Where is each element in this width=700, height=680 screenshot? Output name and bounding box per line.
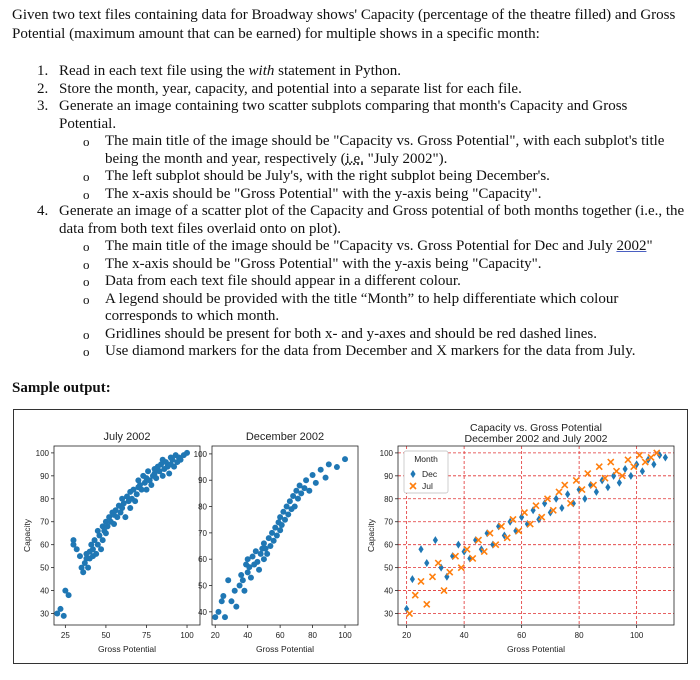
y-tick-label: 40 bbox=[384, 586, 393, 596]
data-point bbox=[245, 569, 251, 575]
data-point bbox=[220, 593, 226, 599]
subitem: o Data from each text file should appear in a different colour. bbox=[83, 273, 461, 289]
data-point bbox=[148, 482, 154, 488]
x-tick-label: 100 bbox=[338, 631, 352, 640]
subitem: o The main title of the image should be "Capacity vs. Gross Potential for Dec and July 2002" bbox=[83, 238, 653, 254]
data-point bbox=[145, 468, 151, 474]
task-text: Read in each text file using the bbox=[59, 63, 249, 79]
task-number: 3. bbox=[37, 98, 49, 114]
chart-title: July 2002 bbox=[103, 431, 151, 443]
chart-title: December 2002 bbox=[245, 431, 325, 443]
x-tick-label: 50 bbox=[101, 631, 111, 640]
chart-panel-1 bbox=[22, 431, 200, 654]
chart-panel-3 bbox=[366, 422, 674, 654]
data-point bbox=[573, 477, 579, 483]
y-tick-label: 60 bbox=[198, 555, 207, 565]
legend-title: Month bbox=[414, 454, 438, 464]
data-point bbox=[74, 546, 80, 552]
data-point bbox=[285, 511, 291, 517]
task-number: 4. bbox=[37, 203, 49, 219]
task-text: statement in Python. bbox=[274, 63, 402, 79]
data-point bbox=[215, 609, 221, 615]
data-point bbox=[228, 598, 234, 604]
subitem: o Gridlines should be present for both x- and y-axes and should be red dashed lines. bbox=[83, 325, 597, 342]
data-point bbox=[562, 482, 568, 488]
data-point bbox=[143, 487, 149, 493]
axes-frame bbox=[54, 446, 200, 625]
data-point bbox=[80, 569, 86, 575]
task-4 bbox=[37, 203, 687, 361]
y-tick-label: 100 bbox=[193, 449, 207, 459]
bullet-icon: o bbox=[83, 274, 90, 289]
task-4-subitems bbox=[59, 238, 687, 361]
bullet-icon: o bbox=[83, 134, 90, 149]
chart-legend bbox=[404, 451, 448, 493]
data-point bbox=[93, 551, 99, 557]
data-point bbox=[222, 614, 228, 620]
x-tick-label: 80 bbox=[574, 631, 584, 640]
y-axis-label: Capacity bbox=[366, 518, 376, 553]
data-point bbox=[407, 611, 413, 617]
y-tick-label: 80 bbox=[198, 502, 207, 512]
data-point bbox=[447, 569, 453, 575]
x-axis-label: Gross Potential bbox=[506, 644, 566, 654]
data-point bbox=[582, 495, 587, 503]
data-point bbox=[295, 496, 301, 502]
task-list bbox=[37, 63, 687, 361]
x-tick-label: 75 bbox=[142, 631, 151, 640]
data-point bbox=[219, 598, 225, 604]
data-point bbox=[640, 467, 645, 475]
data-point bbox=[264, 551, 270, 557]
data-point bbox=[98, 546, 104, 552]
data-point bbox=[292, 504, 298, 510]
chart-panel-2 bbox=[194, 431, 358, 654]
data-point bbox=[70, 537, 76, 543]
x-tick-label: 60 bbox=[517, 631, 527, 640]
data-point bbox=[342, 456, 348, 462]
ie-abbrev: i.e. bbox=[345, 150, 364, 167]
data-point bbox=[663, 453, 668, 461]
y-tick-label: 50 bbox=[198, 581, 207, 591]
legend-label: Dec bbox=[422, 469, 438, 479]
y-tick-label: 40 bbox=[198, 607, 207, 617]
data-point bbox=[232, 588, 238, 594]
data-point bbox=[559, 504, 564, 512]
y-tick-label: 60 bbox=[384, 540, 393, 550]
data-point bbox=[122, 514, 128, 520]
task-1 bbox=[37, 63, 687, 81]
bullet-icon: o bbox=[83, 239, 90, 254]
legend-label: Jul bbox=[422, 481, 433, 491]
data-point bbox=[274, 533, 280, 539]
scatter-figure bbox=[14, 410, 687, 663]
data-point bbox=[282, 517, 288, 523]
data-point bbox=[85, 565, 91, 571]
task-2 bbox=[37, 81, 687, 99]
data-point bbox=[61, 613, 67, 619]
data-point bbox=[441, 588, 447, 594]
data-point bbox=[326, 461, 332, 467]
subitem: o The x-axis should be "Gross Potential" with the y-axis being "Capacity". bbox=[83, 185, 542, 202]
data-point bbox=[318, 467, 324, 473]
bullet-icon: o bbox=[83, 169, 90, 184]
data-point bbox=[240, 577, 246, 583]
data-point bbox=[313, 480, 319, 486]
y-tick-label: 30 bbox=[384, 609, 393, 619]
data-point bbox=[306, 488, 312, 494]
data-point bbox=[614, 468, 620, 474]
data-point bbox=[225, 577, 231, 583]
y-tick-label: 90 bbox=[384, 471, 393, 481]
y-tick-label: 40 bbox=[40, 586, 49, 596]
data-point bbox=[298, 490, 304, 496]
data-point bbox=[57, 606, 63, 612]
y-axis-label: Capacity bbox=[22, 518, 32, 553]
task-text: Store the month, year, capacity, and potential into a separate list for each file. bbox=[59, 80, 522, 97]
x-axis-label: Gross Potential bbox=[97, 644, 157, 654]
subitem: o The x-axis should be "Gross Potential" with the y-axis being "Capacity". bbox=[83, 255, 542, 272]
data-point bbox=[334, 464, 340, 470]
data-point bbox=[166, 471, 172, 477]
y-tick-label: 50 bbox=[384, 563, 393, 573]
with-keyword: with bbox=[248, 63, 275, 79]
y-tick-label: 100 bbox=[35, 448, 49, 458]
data-point bbox=[456, 541, 461, 549]
data-point bbox=[418, 578, 424, 584]
y-tick-label: 50 bbox=[40, 563, 49, 573]
data-point bbox=[323, 475, 329, 481]
y-tick-label: 30 bbox=[40, 609, 49, 619]
data-point bbox=[77, 553, 83, 559]
data-point bbox=[66, 592, 72, 598]
chart-title: Capacity vs. Gross Potential bbox=[470, 422, 602, 434]
chart-subtitle: December 2002 and July 2002 bbox=[464, 433, 608, 445]
data-point bbox=[103, 530, 109, 536]
data-point bbox=[628, 472, 633, 480]
data-point bbox=[430, 574, 436, 580]
task-number: 2. bbox=[37, 80, 49, 97]
axes-frame bbox=[212, 446, 358, 625]
y-tick-label: 90 bbox=[198, 476, 207, 486]
task-3-subitems bbox=[59, 133, 687, 203]
data-point bbox=[596, 464, 602, 470]
data-point bbox=[271, 538, 277, 544]
data-point bbox=[617, 479, 622, 487]
data-point bbox=[554, 495, 559, 503]
data-point bbox=[238, 572, 244, 578]
data-point bbox=[261, 540, 267, 546]
year-2002: 2002 bbox=[616, 238, 647, 254]
y-tick-label: 70 bbox=[40, 517, 49, 527]
data-point bbox=[277, 527, 283, 533]
sample-output-figure bbox=[13, 409, 688, 664]
data-point bbox=[585, 471, 591, 477]
data-point bbox=[418, 545, 423, 553]
subitem: o The main title of the image should be "Capacity vs. Gross Potential", with each subplot's title being the month and year, respectively (i.e. "July 2002"). bbox=[83, 133, 665, 167]
task-3 bbox=[37, 98, 687, 203]
x-tick-label: 40 bbox=[459, 631, 469, 640]
y-tick-label: 90 bbox=[40, 471, 49, 481]
data-point bbox=[424, 601, 430, 607]
x-tick-label: 20 bbox=[402, 631, 412, 640]
data-point bbox=[623, 465, 628, 473]
data-point bbox=[565, 490, 570, 498]
data-point bbox=[287, 498, 293, 504]
data-point bbox=[212, 614, 218, 620]
x-axis-label: Gross Potential bbox=[255, 644, 315, 654]
y-tick-label: 70 bbox=[198, 528, 207, 538]
data-point bbox=[303, 477, 309, 483]
sample-output-label: Sample output: bbox=[12, 380, 111, 396]
data-point bbox=[184, 450, 190, 456]
data-point bbox=[111, 521, 117, 527]
subitem: o A legend should be provided with the title “Month” to help differentiate which colour corresponds to which month. bbox=[83, 290, 619, 324]
bullet-icon: o bbox=[83, 291, 90, 307]
data-point bbox=[250, 554, 256, 560]
x-tick-label: 80 bbox=[308, 631, 318, 640]
bullet-icon: o bbox=[83, 344, 90, 359]
data-point bbox=[100, 537, 106, 543]
data-point bbox=[241, 588, 247, 594]
data-point bbox=[424, 559, 429, 567]
data-point bbox=[433, 536, 438, 544]
intro-paragraph: Given two text files containing data for Broadway shows' Capacity (percentage of the theatre filled) and Gross Potential (maximum amount that can be earned) for multiple shows in a specific month: bbox=[12, 7, 676, 42]
x-tick-label: 40 bbox=[243, 631, 253, 640]
bullet-icon: o bbox=[83, 256, 90, 272]
data-point bbox=[248, 575, 254, 581]
data-point bbox=[608, 459, 614, 465]
data-point bbox=[410, 575, 415, 583]
x-tick-label: 100 bbox=[629, 631, 644, 640]
data-point bbox=[435, 560, 441, 566]
data-point bbox=[132, 498, 138, 504]
data-point bbox=[533, 503, 539, 509]
data-point bbox=[233, 604, 239, 610]
y-tick-label: 60 bbox=[40, 540, 49, 550]
y-tick-label: 80 bbox=[40, 494, 49, 504]
data-point bbox=[134, 491, 140, 497]
data-point bbox=[625, 457, 631, 463]
data-point bbox=[310, 472, 316, 478]
bullet-icon: o bbox=[83, 186, 90, 202]
data-point bbox=[556, 489, 562, 495]
subitem: o Use diamond markers for the data from December and X markers for the data from July. bbox=[83, 343, 636, 359]
x-tick-label: 100 bbox=[180, 631, 194, 640]
data-point bbox=[651, 460, 656, 468]
data-point bbox=[605, 483, 610, 491]
data-point bbox=[522, 510, 528, 516]
data-point bbox=[261, 556, 267, 562]
data-point bbox=[237, 583, 243, 589]
task-text: Generate an image of a scatter plot of the Capacity and Gross potential of both months together (i.e., the data from both text files overlaid onto on plot). bbox=[59, 203, 685, 237]
data-point bbox=[256, 567, 262, 573]
data-point bbox=[254, 559, 260, 565]
x-tick-label: 25 bbox=[60, 631, 70, 640]
data-point bbox=[267, 543, 273, 549]
task-number: 1. bbox=[37, 63, 49, 79]
bullet-icon: o bbox=[83, 326, 90, 342]
data-point bbox=[594, 488, 599, 496]
y-tick-label: 70 bbox=[384, 517, 393, 527]
data-point bbox=[258, 551, 264, 557]
data-point bbox=[127, 505, 133, 511]
data-point bbox=[160, 473, 166, 479]
y-tick-label: 100 bbox=[379, 448, 393, 458]
subitem: o The left subplot should be July's, with the right subplot being December's. bbox=[83, 168, 550, 184]
x-tick-label: 60 bbox=[275, 631, 285, 640]
data-point bbox=[279, 522, 285, 528]
data-point bbox=[153, 475, 159, 481]
y-tick-label: 80 bbox=[384, 494, 393, 504]
task-text: Generate an image containing two scatter subplots comparing that month's Capacity and Gross Potential. bbox=[59, 98, 628, 132]
data-point bbox=[412, 592, 418, 598]
x-tick-label: 20 bbox=[210, 631, 220, 640]
